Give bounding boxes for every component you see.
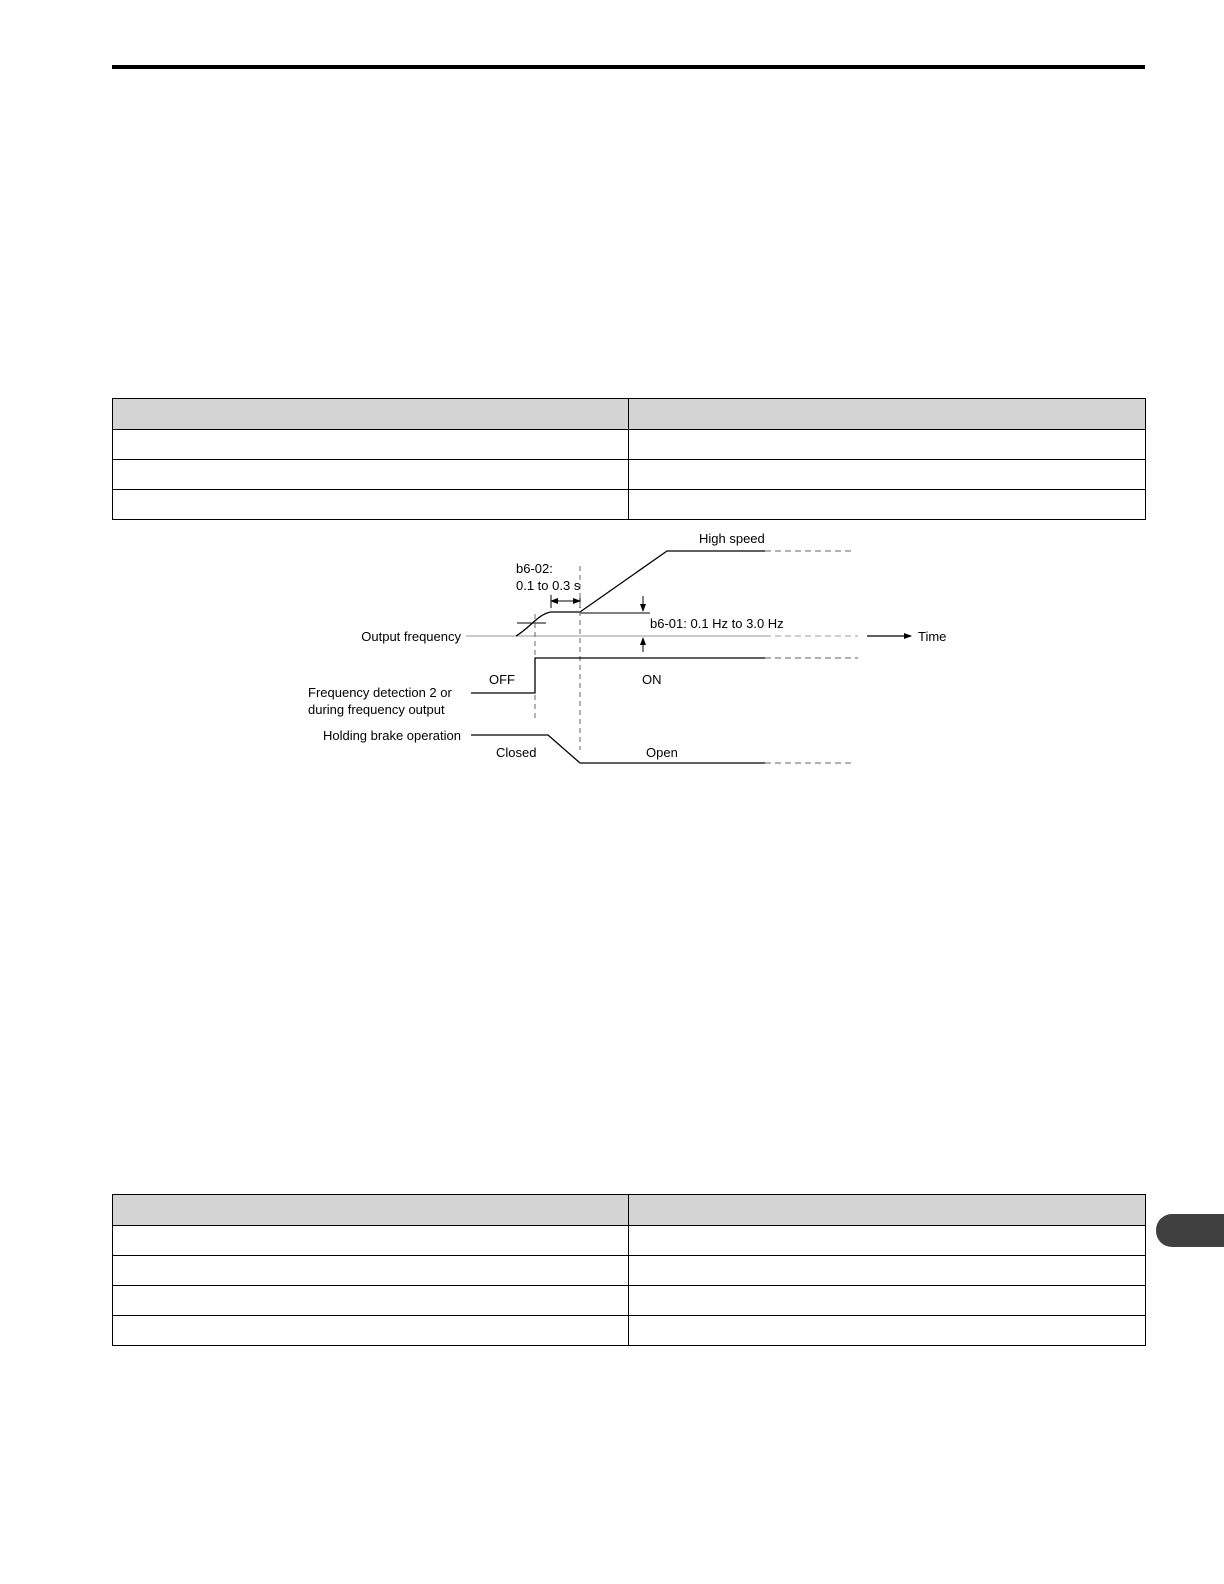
- table-cell: [629, 1316, 1146, 1346]
- label-b6-01: b6-01: 0.1 Hz to 3.0 Hz: [650, 616, 784, 631]
- label-high-speed: High speed: [699, 531, 765, 546]
- table-cell: [629, 1256, 1146, 1286]
- table-cell: [113, 1286, 629, 1316]
- label-b6-02-range: 0.1 to 0.3 s: [516, 578, 581, 593]
- table-cell: [629, 1286, 1146, 1316]
- table-cell: [113, 1256, 629, 1286]
- table-cell: [113, 1316, 629, 1346]
- label-frequency-detection-line1: Frequency detection 2 or: [308, 685, 452, 700]
- table-header-cell: [629, 1195, 1146, 1226]
- parameter-table-2: [112, 1194, 1146, 1346]
- table-row: [113, 1226, 1146, 1256]
- label-open: Open: [646, 745, 678, 760]
- label-time: Time: [918, 629, 947, 644]
- table-row: [113, 1286, 1146, 1316]
- label-output-frequency: Output frequency: [361, 629, 461, 644]
- frequency-detection-signal: [471, 658, 765, 693]
- label-closed: Closed: [496, 745, 537, 760]
- label-frequency-detection-line2: during frequency output: [308, 702, 445, 717]
- label-b6-02-title: b6-02:: [516, 561, 553, 576]
- table-cell: [629, 1226, 1146, 1256]
- label-on: ON: [642, 672, 662, 687]
- label-off: OFF: [489, 672, 515, 687]
- chapter-side-tab: [1156, 1214, 1224, 1247]
- table-row: [113, 1256, 1146, 1286]
- table-header-row: [113, 1195, 1146, 1226]
- table-row: [113, 1316, 1146, 1346]
- table-cell: [113, 1226, 629, 1256]
- table-header-cell: [113, 1195, 629, 1226]
- label-holding-brake: Holding brake operation: [322, 728, 461, 743]
